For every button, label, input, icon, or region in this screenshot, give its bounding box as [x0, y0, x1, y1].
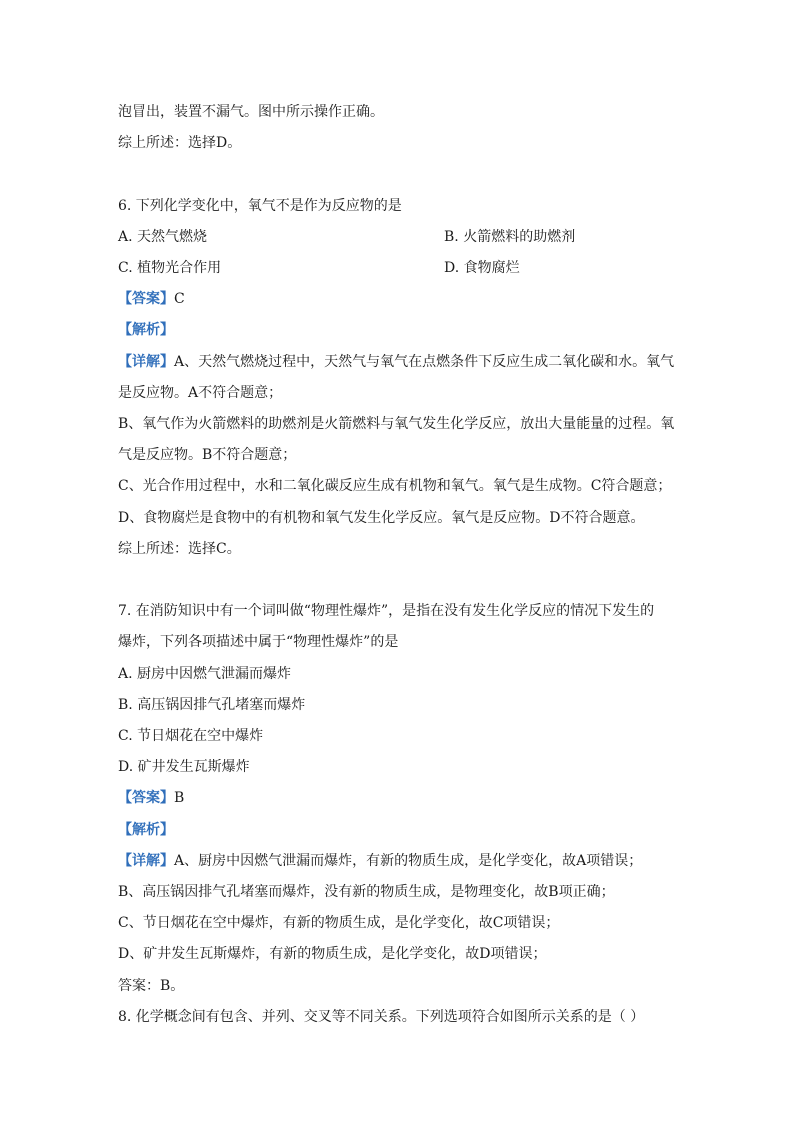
q6-option-d: D. 食物腐烂	[444, 260, 520, 276]
question-8-stem: 8. 化学概念间有包含、并列、交叉等不同关系。下列选项符合如图所示关系的是（ ）	[118, 1009, 645, 1025]
question-7-stem: 爆炸，下列各项描述中属于“物理性爆炸”的是	[118, 634, 399, 650]
detail-tag: 【详解】	[118, 853, 174, 869]
q6-option-a: A. 天然气燃烧	[118, 229, 208, 245]
q6-summary: 综上所述：选择C。	[118, 541, 241, 557]
q6-detail-line: 气是反应物。B不符合题意；	[118, 447, 297, 463]
summary-line: 综上所述：选择D。	[118, 135, 242, 151]
q7-detail-line: B、高压锅因排气孔堵塞而爆炸，没有新的物质生成，是物理变化，故B项正确；	[118, 884, 615, 900]
q7-option-a: A. 厨房中因燃气泄漏而爆炸	[118, 666, 292, 682]
q6-detail-line: D、食物腐烂是食物中的有机物和氧气发生化学反应。氧气是反应物。D不符合题意。	[118, 510, 645, 526]
analysis-tag: 【解析】	[118, 822, 174, 838]
question-6-stem: 6. 下列化学变化中，氧气不是作为反应物的是	[118, 198, 402, 214]
detail-tag: 【详解】	[118, 354, 174, 370]
q6-detail-text: A、天然气燃烧过程中，天然气与氧气在点燃条件下反应生成二氧化碳和水。氧气	[174, 354, 675, 370]
analysis-tag: 【解析】	[118, 322, 174, 338]
q7-answer-summary: 答案：B。	[118, 978, 185, 994]
q7-detail-line: D、矿井发生瓦斯爆炸，有新的物质生成，是化学变化，故D项错误；	[118, 946, 547, 962]
q7-answer: B	[174, 790, 185, 806]
q6-analysis-heading	[118, 320, 684, 340]
q7-option-b: B. 高压锅因排气孔堵塞而爆炸	[118, 697, 306, 713]
q6-answer: C	[174, 291, 185, 307]
text-line: 泡冒出，装置不漏气。图中所示操作正确。	[118, 104, 384, 120]
q6-answer-line	[118, 289, 684, 309]
q7-option-c: C. 节日烟花在空中爆炸	[118, 728, 264, 744]
q7-detail-line	[118, 851, 684, 871]
answer-tag: 【答案】	[118, 790, 174, 806]
q7-answer-line	[118, 788, 684, 808]
answer-tag: 【答案】	[118, 291, 174, 307]
q6-option-b: B. 火箭燃料的助燃剂	[444, 229, 576, 245]
q6-detail-line: 是反应物。A不符合题意；	[118, 385, 283, 401]
q7-detail-text: A、厨房中因燃气泄漏而爆炸，有新的物质生成，是化学变化，故A项错误；	[174, 853, 643, 869]
q7-option-d: D. 矿井发生瓦斯爆炸	[118, 759, 250, 775]
q6-detail-line: B、氧气作为火箭燃料的助燃剂是火箭燃料与氧气发生化学反应，放出大量能量的过程。氧	[118, 416, 675, 432]
q6-option-c: C. 植物光合作用	[118, 260, 222, 276]
q6-detail-line	[118, 352, 684, 372]
q6-detail-line: C、光合作用过程中，水和二氧化碳反应生成有机物和氧气。氧气是生成物。C符合题意；	[118, 478, 672, 494]
q7-analysis-heading	[118, 820, 684, 840]
question-7-stem: 7. 在消防知识中有一个词叫做“物理性爆炸”，是指在没有发生化学反应的情况下发生的	[118, 603, 655, 619]
q7-detail-line: C、节日烟花在空中爆炸，有新的物质生成，是化学变化，故C项错误；	[118, 915, 560, 931]
